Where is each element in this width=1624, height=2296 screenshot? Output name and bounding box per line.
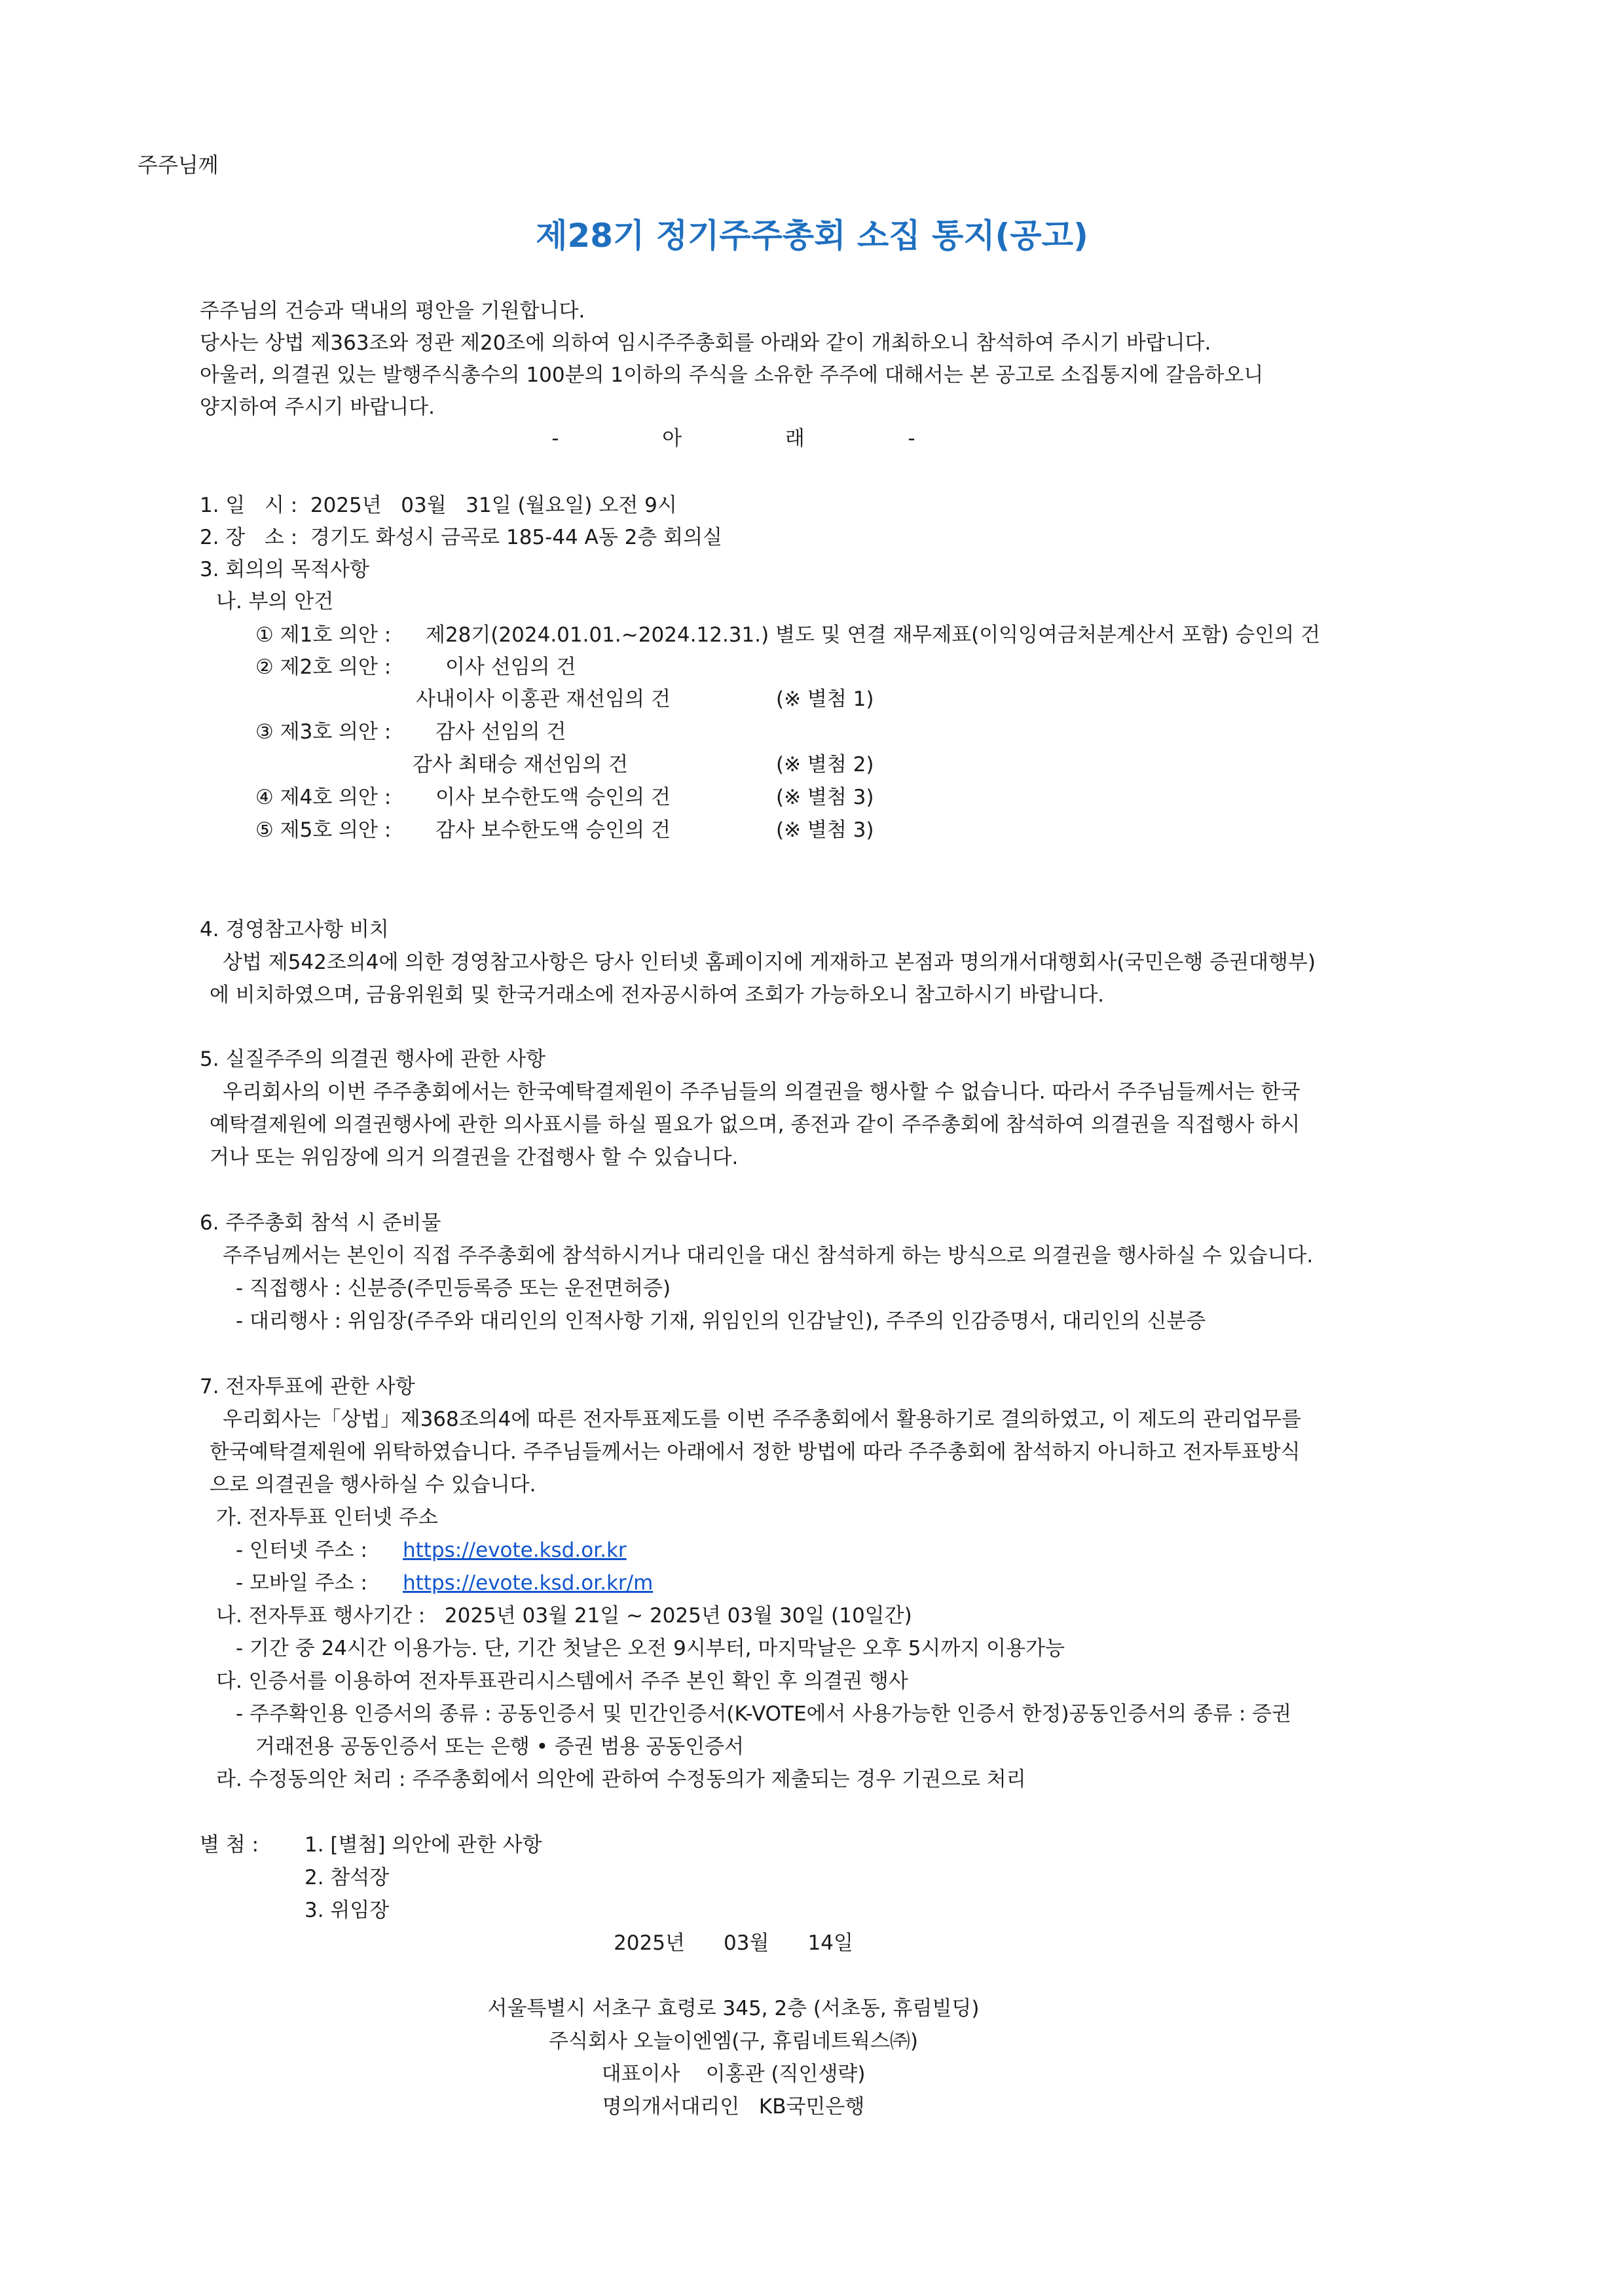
agenda-subheading: 나. 부의 안건 <box>216 590 334 613</box>
notice-date: 2025년 03월 14일 <box>614 1931 853 1955</box>
agenda-1-text: 제28기(2024.01.01.~2024.12.31.) 별도 및 연결 재무제표(이익잉여금처분계산서 포함) 승인의 건 <box>426 623 1321 647</box>
intro-line: 당사는 상법 제363조와 정관 제20조에 의하여 임시주주총회를 아래와 같이 개최하오니 참석하여 주시기 바랍니다. <box>200 331 1211 355</box>
section-5-line: 거나 또는 위임장에 의거 의결권을 간접행사 할 수 있습니다. <box>210 1146 739 1169</box>
agenda-1-head: ① 제1호 의안 : <box>255 623 392 647</box>
agenda-4-note: (※ 별첨 3) <box>776 786 874 809</box>
agenda-heading: 3. 회의의 목적사항 <box>200 558 369 581</box>
below-heading: - 아 래 - <box>551 427 915 450</box>
section-5-line: 우리회사의 이번 주주총회에서는 한국예탁결제원이 주주님들의 의결권을 행사할 수 없습니다. 따라서 주주님들께서는 한국 <box>223 1080 1301 1104</box>
section-5-line: 예탁결제원에 의결권행사에 관한 의사표시를 하실 필요가 없으며, 종전과 같이 주주총회에 참석하여 의결권을 직접행사 하시 <box>210 1113 1301 1137</box>
company-name: 주식회사 오늘이엔엠(구, 휴림네트웍스㈜) <box>549 2030 918 2053</box>
section-7-ra: 라. 수정동의안 처리 : 주주총회에서 의안에 관하여 수정동의가 제출되는 경우 기권으로 처리 <box>216 1768 1026 1791</box>
agenda-2-head: ② 제2호 의안 : <box>255 655 392 679</box>
section-5-heading: 5. 실질주주의 의결권 행사에 관한 사항 <box>200 1048 546 1071</box>
intro-line: 주주님의 건승과 댁내의 평안을 기원합니다. <box>200 299 585 323</box>
mobile-address-label: - 모바일 주소 : <box>236 1571 367 1595</box>
section-7-da-sub: - 주주확인용 인증서의 종류 : 공동인증서 및 민간인증서(K-VOTE에서 사용가능한 인증서 한정)공동인증서의 종류 : 증권 <box>236 1702 1292 1726</box>
internet-address-label: - 인터넷 주소 : <box>236 1539 367 1562</box>
attachment-item: 3. 위임장 <box>304 1899 390 1922</box>
intro-line: 아울러, 의결권 있는 발행주식총수의 100분의 1이하의 주식을 소유한 주주에 대해서는 본 공고로 소집통지에 갈음하오니 <box>200 363 1264 387</box>
internet-vote-link[interactable]: https://evote.ksd.or.kr <box>403 1539 627 1562</box>
section-7-na-sub: - 기간 중 24시간 이용가능. 단, 기간 첫날은 오전 9시부터, 마지막날은 오후 5시까지 이용가능 <box>236 1637 1065 1660</box>
section-7-da: 다. 인증서를 이용하여 전자투표관리시스템에서 주주 본인 확인 후 의결권 행사 <box>216 1669 908 1693</box>
agenda-3-head: ③ 제3호 의안 : <box>255 720 392 744</box>
agenda-2-note: (※ 별첨 1) <box>776 687 874 711</box>
section-4-line: 에 비치하였으며, 금융위원회 및 한국거래소에 전자공시하여 조회가 가능하오니 참고하시기 바랍니다. <box>210 983 1105 1007</box>
section-6-heading: 6. 주주총회 참석 시 준비물 <box>200 1211 441 1235</box>
agenda-5-note: (※ 별첨 3) <box>776 818 874 842</box>
section-7-da-sub: 거래전용 공동인증서 또는 은행 • 증권 범용 공동인증서 <box>255 1735 745 1758</box>
mobile-vote-link[interactable]: https://evote.ksd.or.kr/m <box>403 1571 654 1595</box>
section-4-heading: 4. 경영참고사항 비치 <box>200 918 389 941</box>
meeting-datetime: 1. 일 시 : 2025년 03월 31일 (월요일) 오전 9시 <box>200 494 677 517</box>
greeting: 주주님께 <box>138 153 219 177</box>
section-6-line: 주주님께서는 본인이 직접 주주총회에 참석하시거나 대리인을 대신 참석하게 하는 방식으로 의결권을 행사하실 수 있습니다. <box>223 1244 1314 1267</box>
agenda-3-sub: 감사 최태승 재선임의 건 <box>413 753 629 776</box>
section-4-line: 상법 제542조의4에 의한 경영참고사항은 당사 인터넷 홈페이지에 게재하고 본점과 명의개서대행회사(국민은행 증권대행부) <box>223 951 1316 974</box>
agenda-3-text: 감사 선임의 건 <box>435 720 566 744</box>
agenda-4-head: ④ 제4호 의안 : <box>255 786 392 809</box>
section-6-line: - 대리행사 : 위임장(주주와 대리인의 인적사항 기재, 위임인의 인감날인), 주주의 인감증명서, 대리인의 신분증 <box>236 1309 1206 1333</box>
intro-line: 양지하여 주시기 바랍니다. <box>200 395 435 419</box>
meeting-place: 2. 장 소 : 경기도 화성시 금곡로 185-44 A동 2층 회의실 <box>200 526 722 549</box>
agenda-3-note: (※ 별첨 2) <box>776 753 874 776</box>
agenda-2-text: 이사 선임의 건 <box>445 655 576 679</box>
section-7-line: 한국예탁결제원에 위탁하였습니다. 주주님들께서는 아래에서 정한 방법에 따라 주주총회에 참석하지 아니하고 전자투표방식 <box>210 1440 1301 1464</box>
agenda-5-text: 감사 보수한도액 승인의 건 <box>435 818 671 842</box>
agenda-5-head: ⑤ 제5호 의안 : <box>255 818 392 842</box>
section-7-na: 나. 전자투표 행사기간 : 2025년 03월 21일 ~ 2025년 03월 30일 (10일간) <box>216 1604 912 1628</box>
company-address: 서울특별시 서초구 효령로 345, 2층 (서초동, 휴림빌딩) <box>487 1997 980 2020</box>
attachment-label: 별 첨 : <box>200 1833 259 1857</box>
agenda-2-sub: 사내이사 이홍관 재선임의 건 <box>416 687 671 711</box>
section-7-heading: 7. 전자투표에 관한 사항 <box>200 1375 415 1398</box>
transfer-agent: 명의개서대리인 KB국민은행 <box>602 2095 865 2119</box>
notice-title: 제28기 정기주주총회 소집 통지(공고) <box>536 217 1088 255</box>
section-6-line: - 직접행사 : 신분증(주민등록증 또는 운전면허증) <box>236 1277 671 1300</box>
section-7-line: 으로 의결권을 행사하실 수 있습니다. <box>210 1473 536 1497</box>
ceo-name: 대표이사 이홍관 (직인생략) <box>601 2062 866 2086</box>
attachment-item: 2. 참석장 <box>304 1866 390 1889</box>
attachment-item: 1. [별첨] 의안에 관한 사항 <box>304 1833 542 1857</box>
section-7-ga: 가. 전자투표 인터넷 주소 <box>216 1506 438 1529</box>
section-7-line: 우리회사는「상법」제368조의4에 따른 전자투표제도를 이번 주주총회에서 활용하기로 결의하였고, 이 제도의 관리업무를 <box>223 1408 1301 1431</box>
agenda-4-text: 이사 보수한도액 승인의 건 <box>435 786 671 809</box>
